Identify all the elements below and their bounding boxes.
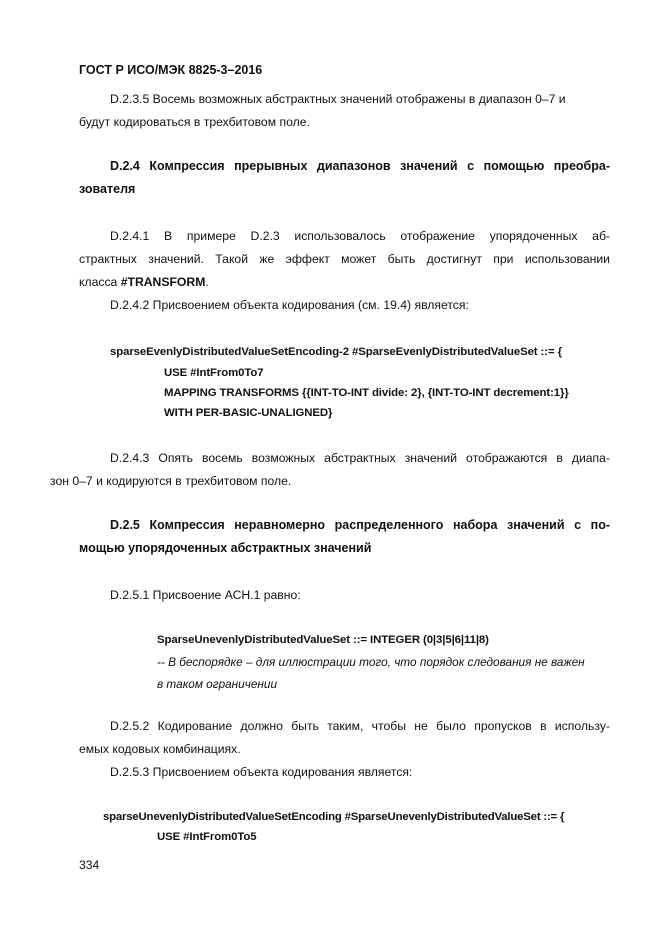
code2-line1: SparseUnevenlyDistributedValueSet ::= INTEGER (0|3|5|6|11|8): [157, 634, 489, 646]
para-d251: D.2.5.1 Присвоение АСН.1 равно:: [110, 588, 301, 602]
para-d241-line3-pre: класса: [79, 275, 121, 289]
para-d235-line1: D.2.3.5 Восемь возможных абстрактных значений отображены в диапазон 0–7 и: [110, 92, 566, 106]
code1-line3: MAPPING TRANSFORMS {{INT-TO-INT divide: 2}, {INT-TO-INT decrement:1}}: [164, 387, 569, 399]
para-d241-line1: D.2.4.1 В примере D.2.3 использовалось отображение упорядоченных аб-: [110, 229, 610, 243]
code3-line2: USE #IntFrom0To5: [157, 831, 257, 843]
para-d235-line2: будут кодироваться в трехбитовом поле.: [79, 115, 310, 129]
heading-d25-line2: мощью упорядоченных абстрактных значений: [79, 541, 372, 555]
para-d252-line2: емых кодовых комбинациях.: [79, 742, 241, 756]
page-number: 334: [79, 858, 100, 872]
para-d241-line3-post: .: [205, 275, 209, 289]
para-d242: D.2.4.2 Присвоением объекта кодирования (см. 19.4) является:: [110, 298, 469, 312]
para-d252-line1: D.2.5.2 Кодирование должно быть таким, чтобы не было пропусков в использу-: [110, 719, 610, 733]
code1-line1: sparseEvenlyDistributedValueSetEncoding-2 #SparseEvenlyDistributedValueSet ::= {: [110, 346, 562, 358]
code2-comment-line2: в таком ограничении: [157, 677, 278, 691]
para-d243-line1: D.2.4.3 Опять восемь возможных абстрактных значений отображаются в диапа-: [110, 451, 610, 465]
para-d241-line3: [79, 275, 209, 289]
code2-comment-line1: -- В беспорядке – для иллюстрации того, что порядок следования не важен: [157, 655, 585, 669]
standard-header: ГОСТ Р ИСО/МЭК 8825-3–2016: [79, 63, 263, 77]
para-d243-line2: зон 0–7 и кодируются в трехбитовом поле.: [50, 474, 292, 488]
code1-line2: USE #IntFrom0To7: [164, 367, 264, 379]
heading-d24-line1: D.2.4 Компрессия прерывных диапазонов значений с помощью преобра-: [110, 159, 610, 173]
heading-d24-line2: зователя: [79, 182, 136, 196]
heading-d25-line1: D.2.5 Компрессия неравномерно распределенного набора значений с по-: [110, 518, 610, 532]
code1-line4: WITH PER-BASIC-UNALIGNED}: [164, 407, 333, 419]
code3-line1: sparseUnevenlyDistributedValueSetEncoding #SparseUnevenlyDistributedValueSet ::= {: [103, 811, 565, 823]
transform-class-name: #TRANSFORM: [120, 275, 206, 289]
para-d253: D.2.5.3 Присвоением объекта кодирования является:: [110, 765, 413, 779]
para-d241-line2: страктных значений. Такой же эффект может быть достигнут при использовании: [79, 252, 610, 266]
